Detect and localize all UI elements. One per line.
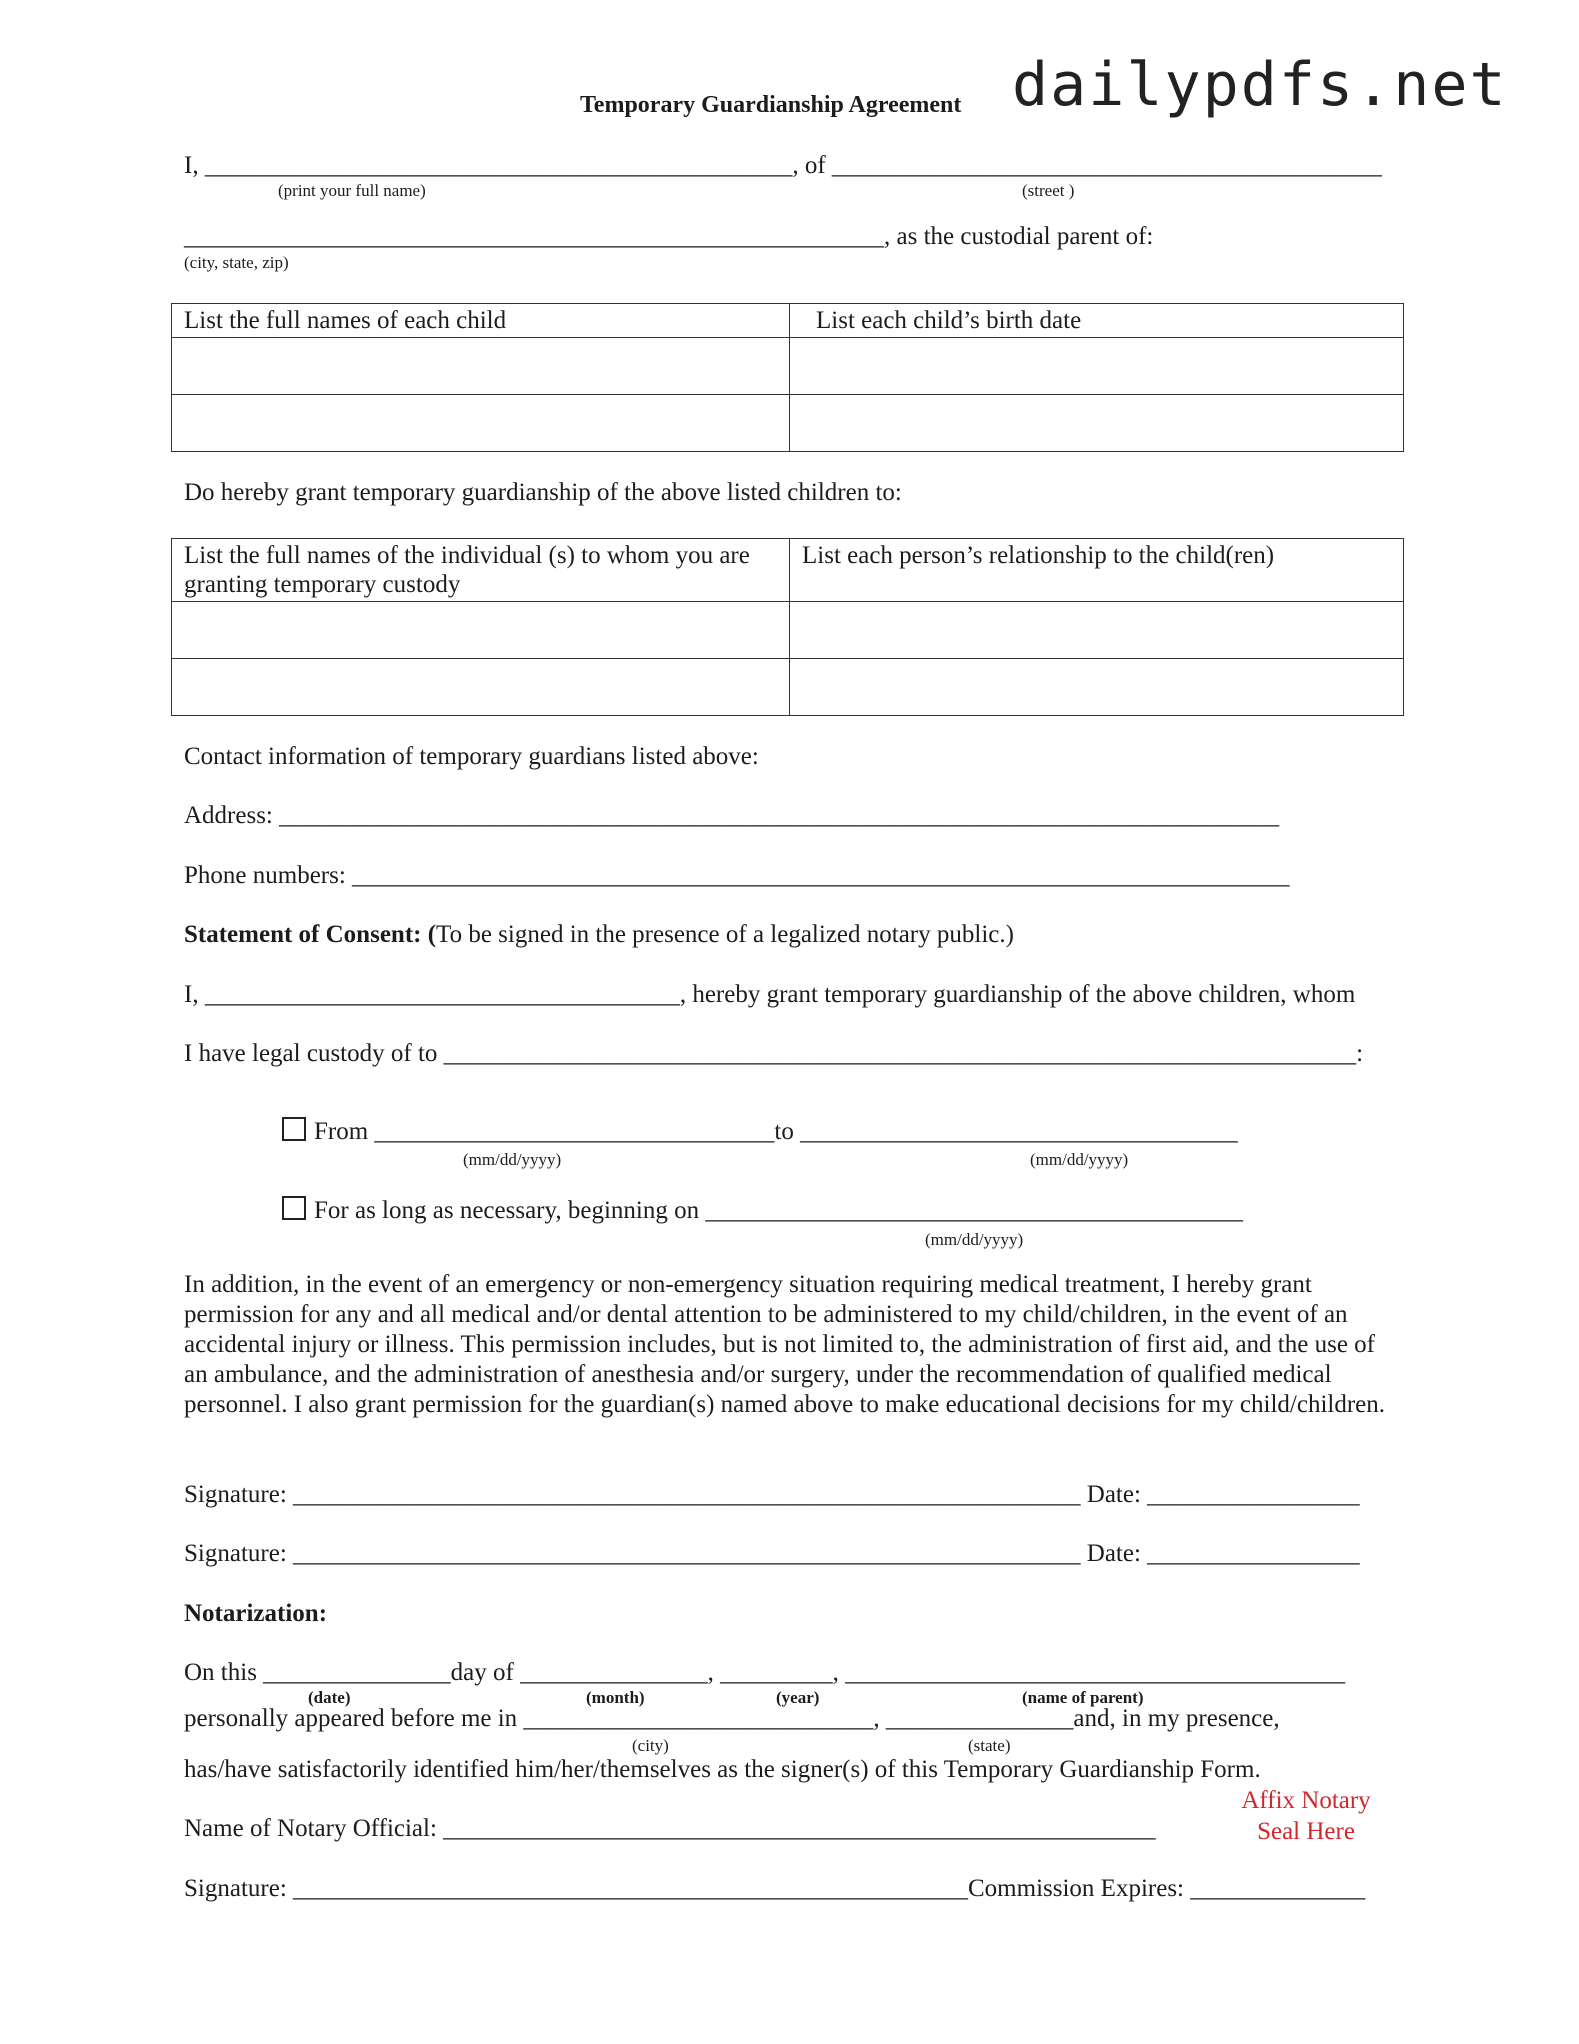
notarization-heading: Notarization: [184,1600,328,1627]
hint-beginning-date: (mm/dd/yyyy) [925,1230,1024,1249]
hint-state: (state) [968,1736,1011,1755]
children-table [171,303,1404,452]
hint-month: (month) [586,1688,645,1707]
children-header-name: List the full names of each child [172,304,790,338]
watermark-logo: dailypdfs.net [1012,50,1508,120]
address-field[interactable]: Address: ________________________________________________________________________________ [184,802,1280,829]
from-to-text: From ________________________________to ___________________________________ [314,1118,1238,1145]
child-birthdate-cell[interactable] [790,338,1404,395]
hint-date: (date) [308,1688,351,1707]
page-title: Temporary Guardianship Agreement [580,92,962,118]
child-birthdate-cell[interactable] [790,395,1404,452]
long-text: For as long as necessary, beginning on ___________________________________________ [314,1197,1243,1224]
hint-year: (year) [776,1688,820,1707]
from-checkbox[interactable] [282,1117,306,1141]
guardian-relationship-cell[interactable] [790,602,1404,659]
guardian-name-cell[interactable] [172,602,790,659]
guardian-name-cell[interactable] [172,659,790,716]
guardians-header-name: List the full names of the individual (s) to whom you are granting temporary custody [172,539,790,602]
contact-heading: Contact information of temporary guardians listed above: [184,743,759,770]
hint-to-date: (mm/dd/yyyy) [1030,1150,1129,1169]
notary-line-2[interactable]: personally appeared before me in ____________________________, _______________and, in my presence, [184,1705,1280,1732]
hint-city-state-zip: (city, state, zip) [184,253,289,272]
hint-full-name: (print your full name) [278,181,426,200]
consent-note: To be signed in the presence of a legalized notary public.) [436,921,1014,948]
consent-heading [184,920,1014,950]
parent-name-street-line[interactable]: I, _______________________________________________, of ____________________________________________ [184,152,1382,179]
hint-street: (street ) [1022,181,1075,200]
signature-line-2[interactable]: Signature: _______________________________________________________________ Date: _________________ [184,1540,1360,1567]
phone-field[interactable]: Phone numbers: ___________________________________________________________________________ [184,862,1290,889]
medical-permission-paragraph: In addition, in the event of an emergency or non-emergency situation requiring medical treatment, I hereby grant permission for any and all medical and/or dental attention to be administered to my child/children, in the event of an accidental injury or illness. This permission includes, but is not limited to, the administration of first aid, and the use of an ambulance, and the administration of anesthesia and/or surgery, under the recommendation of qualified medical personnel. I also grant permission for the guardian(s) named above to make educational decisions for my child/children. [184,1271,1386,1418]
hint-from-date: (mm/dd/yyyy) [463,1150,562,1169]
signature-line-1[interactable]: Signature: _______________________________________________________________ Date: _________________ [184,1481,1360,1508]
guardians-table [171,538,1404,716]
consent-label: Statement of Consent: ( [184,921,437,948]
child-name-cell[interactable] [172,338,790,395]
grant-text: Do hereby grant temporary guardianship of the above listed children to: [184,479,902,506]
child-name-cell[interactable] [172,395,790,452]
consent-line-2[interactable]: I have legal custody of to _________________________________________________________________________: [184,1040,1364,1067]
guardians-header-relationship: List each person’s relationship to the child(ren) [790,539,1404,602]
long-checkbox[interactable] [282,1196,306,1220]
notary-name-field[interactable]: Name of Notary Official: _________________________________________________________ [184,1815,1156,1842]
hint-city: (city) [632,1736,669,1755]
children-header-birthdate: List each child’s birth date [790,304,1404,338]
notary-seal-placeholder: Affix Notary Seal Here [1241,1787,1371,1845]
hint-parent: (name of parent) [1022,1688,1144,1707]
notary-line-3: has/have satisfactorily identified him/her/themselves as the signer(s) of this Temporary Guardianship Form. [184,1756,1261,1783]
option-as-long-as-necessary[interactable] [282,1196,1243,1226]
notary-line-1[interactable]: On this _______________day of _______________, _________, ________________________________________ [184,1659,1346,1686]
notary-signature-field[interactable]: Signature: ______________________________________________________Commission Expires: ______________ [184,1875,1366,1902]
consent-line-1[interactable]: I, ______________________________________, hereby grant temporary guardianship of the above children, whom [184,981,1356,1008]
city-state-zip-line[interactable]: ________________________________________________________, as the custodial parent of: [184,223,1154,250]
option-from-to[interactable] [282,1117,1238,1147]
guardian-relationship-cell[interactable] [790,659,1404,716]
